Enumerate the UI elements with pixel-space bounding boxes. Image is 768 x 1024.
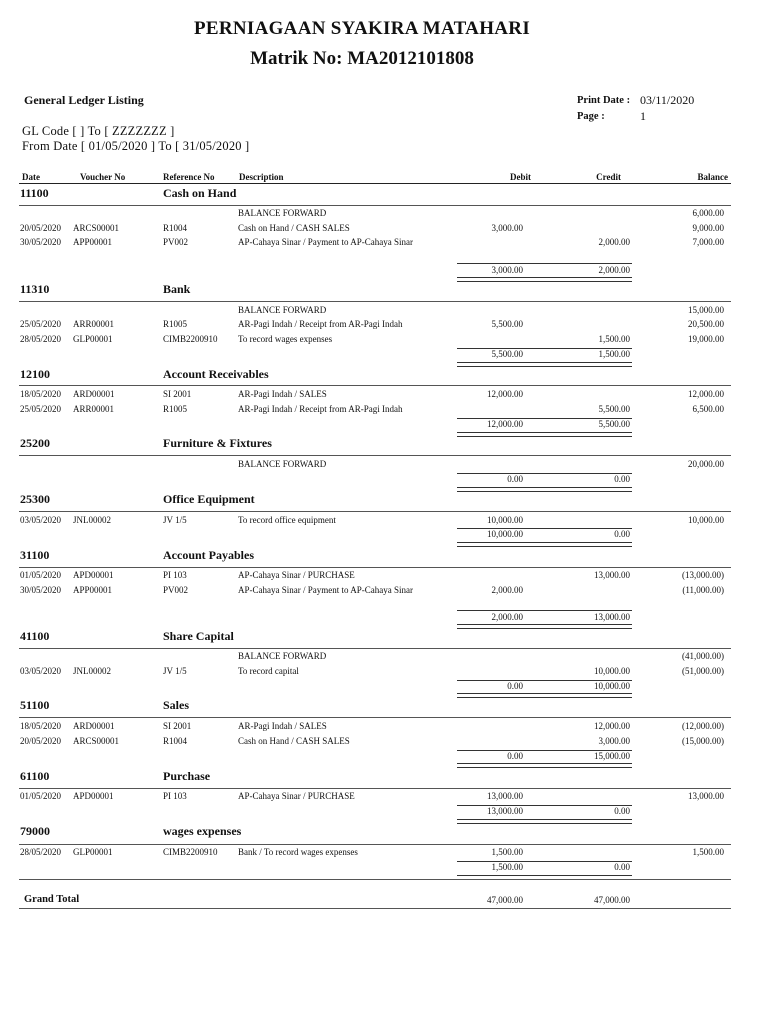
subtotal-debit: 10,000.00 xyxy=(487,529,523,539)
account-name: Purchase xyxy=(163,769,211,783)
entry-reference: SI 2001 xyxy=(163,721,192,731)
entry-description: AP-Cahaya Sinar / Payment to AP-Cahaya Sinar xyxy=(238,585,413,595)
entry-reference: PI 103 xyxy=(163,791,187,801)
entry-voucher: ARD00001 xyxy=(73,389,115,399)
col-header-debit: Debit xyxy=(510,172,531,182)
account-code: 79000 xyxy=(20,824,50,838)
entry-balance: 20,000.00 xyxy=(688,459,724,469)
entry-voucher: APP00001 xyxy=(73,585,113,595)
account-name: Account Payables xyxy=(163,548,254,562)
entry-voucher: GLP00001 xyxy=(73,847,113,857)
account-code: 11100 xyxy=(20,186,49,200)
account-rule xyxy=(19,511,731,512)
entry-date: 30/05/2020 xyxy=(20,237,62,247)
entry-balance: (41,000.00) xyxy=(682,651,724,661)
subtotal-double-line xyxy=(457,432,632,437)
entry-reference: SI 2001 xyxy=(163,389,192,399)
subtotal-credit: 5,500.00 xyxy=(598,419,630,429)
entry-reference: PV002 xyxy=(163,237,189,247)
subtotal-double-line xyxy=(457,277,632,282)
entry-description: AR-Pagi Indah / SALES xyxy=(238,721,327,731)
subtotal-double-line xyxy=(457,693,632,698)
entry-voucher: JNL00002 xyxy=(73,666,111,676)
matrik-number: Matrik No: MA2012101808 xyxy=(250,48,474,69)
date-range-filter: From Date [ 01/05/2020 ] To [ 31/05/2020 ] xyxy=(22,139,250,153)
account-name: Account Receivables xyxy=(163,367,269,381)
entry-reference: CIMB2200910 xyxy=(163,847,218,857)
subtotal-credit: 1,500.00 xyxy=(598,349,630,359)
report-title: General Ledger Listing xyxy=(24,93,144,107)
entry-reference: R1005 xyxy=(163,404,188,414)
account-rule xyxy=(19,385,731,386)
entry-description: Cash on Hand / CASH SALES xyxy=(238,736,350,746)
entry-reference: R1005 xyxy=(163,319,188,329)
entry-voucher: APP00001 xyxy=(73,237,113,247)
print-date-label: Print Date : xyxy=(577,95,631,106)
entry-date: 25/05/2020 xyxy=(20,319,62,329)
entry-credit: 13,000.00 xyxy=(594,570,630,580)
col-header-credit: Credit xyxy=(596,172,621,182)
account-code: 41100 xyxy=(20,629,50,643)
subtotal-credit: 15,000.00 xyxy=(594,751,630,761)
entry-description: AR-Pagi Indah / Receipt from AR-Pagi Indah xyxy=(238,404,403,414)
subtotal-credit: 13,000.00 xyxy=(594,612,630,622)
col-header-description: Description xyxy=(239,172,284,182)
entry-description: BALANCE FORWARD xyxy=(238,305,327,315)
entry-reference: R1004 xyxy=(163,736,188,746)
entry-description: Bank / To record wages expenses xyxy=(238,847,358,857)
print-date-value: 03/11/2020 xyxy=(640,93,695,107)
gl-code-filter: GL Code [ ] To [ ZZZZZZZ ] xyxy=(22,124,175,138)
entry-debit: 12,000.00 xyxy=(487,389,523,399)
subtotal-double-line xyxy=(457,542,632,547)
account-rule xyxy=(19,455,731,456)
entry-debit: 13,000.00 xyxy=(487,791,523,801)
company-name: PERNIAGAAN SYAKIRA MATAHARI xyxy=(193,18,531,39)
account-code: 61100 xyxy=(20,769,50,783)
entry-voucher: ARR00001 xyxy=(73,319,115,329)
subtotal-double-line xyxy=(457,362,632,367)
entry-description: AP-Cahaya Sinar / Payment to AP-Cahaya Sinar xyxy=(238,237,413,247)
entry-debit: 10,000.00 xyxy=(487,515,523,525)
subtotal-double-line xyxy=(457,487,632,492)
entry-credit: 10,000.00 xyxy=(594,666,630,676)
entry-balance: 10,000.00 xyxy=(688,515,724,525)
entry-voucher: JNL00002 xyxy=(73,515,111,525)
account-name: Cash on Hand xyxy=(163,186,237,200)
entry-debit: 2,000.00 xyxy=(491,585,523,595)
subtotal-debit: 3,000.00 xyxy=(491,265,523,275)
account-rule xyxy=(19,205,731,206)
entry-voucher: GLP00001 xyxy=(73,334,113,344)
subtotal-debit: 0.00 xyxy=(507,681,523,691)
subtotal-double-line xyxy=(457,624,632,629)
entry-date: 18/05/2020 xyxy=(20,721,62,731)
account-name: Share Capital xyxy=(163,629,234,643)
grand-total-bottom-rule xyxy=(19,908,731,909)
entry-description: AR-Pagi Indah / SALES xyxy=(238,389,327,399)
entry-date: 25/05/2020 xyxy=(20,404,62,414)
entry-debit: 1,500.00 xyxy=(491,847,523,857)
subtotal-credit: 0.00 xyxy=(614,529,630,539)
entry-balance: 1,500.00 xyxy=(692,847,724,857)
subtotal-debit: 2,000.00 xyxy=(491,612,523,622)
col-header-date: Date xyxy=(22,172,40,182)
subtotal-credit: 0.00 xyxy=(614,474,630,484)
account-code: 12100 xyxy=(20,367,50,381)
account-rule xyxy=(19,648,731,649)
account-name: Bank xyxy=(163,282,191,296)
entry-date: 03/05/2020 xyxy=(20,515,62,525)
entry-description: AP-Cahaya Sinar / PURCHASE xyxy=(238,570,355,580)
entry-balance: (51,000.00) xyxy=(682,666,724,676)
entry-credit: 3,000.00 xyxy=(598,736,630,746)
entry-date: 01/05/2020 xyxy=(20,570,62,580)
entry-description: AP-Cahaya Sinar / PURCHASE xyxy=(238,791,355,801)
subtotal-debit: 0.00 xyxy=(507,751,523,761)
entry-reference: PV002 xyxy=(163,585,189,595)
entry-balance: (12,000.00) xyxy=(682,721,724,731)
subtotal-double-line xyxy=(457,819,632,824)
page-label: Page : xyxy=(577,111,605,122)
subtotal-debit: 1,500.00 xyxy=(491,862,523,872)
account-rule xyxy=(19,717,731,718)
entry-debit: 5,500.00 xyxy=(491,319,523,329)
entry-credit: 5,500.00 xyxy=(598,404,630,414)
entry-description: BALANCE FORWARD xyxy=(238,459,327,469)
subtotal-credit: 0.00 xyxy=(614,806,630,816)
account-code: 31100 xyxy=(20,548,50,562)
entry-description: BALANCE FORWARD xyxy=(238,651,327,661)
account-code: 25200 xyxy=(20,436,50,450)
entry-balance: 19,000.00 xyxy=(688,334,724,344)
entry-voucher: APD00001 xyxy=(73,570,114,580)
entry-voucher: ARR00001 xyxy=(73,404,115,414)
grand-total-label: Grand Total xyxy=(24,894,80,905)
subtotal-debit: 12,000.00 xyxy=(487,419,523,429)
entry-reference: CIMB2200910 xyxy=(163,334,218,344)
entry-description: To record office equipment xyxy=(238,515,336,525)
subtotal-credit: 10,000.00 xyxy=(594,681,630,691)
entry-voucher: ARD00001 xyxy=(73,721,115,731)
account-rule xyxy=(19,844,731,845)
entry-balance: 6,500.00 xyxy=(692,404,724,414)
account-name: Office Equipment xyxy=(163,492,255,506)
col-header-reference: Reference No xyxy=(163,172,215,182)
subtotal-debit: 13,000.00 xyxy=(487,806,523,816)
entry-reference: JV 1/5 xyxy=(163,666,187,676)
entry-balance: 7,000.00 xyxy=(692,237,724,247)
entry-date: 30/05/2020 xyxy=(20,585,62,595)
entry-date: 03/05/2020 xyxy=(20,666,62,676)
entry-balance: 6,000.00 xyxy=(692,208,724,218)
entry-credit: 2,000.00 xyxy=(598,237,630,247)
subtotal-credit: 0.00 xyxy=(614,862,630,872)
entry-balance: 12,000.00 xyxy=(688,389,724,399)
account-rule xyxy=(19,301,731,302)
account-rule xyxy=(19,567,731,568)
entry-credit: 1,500.00 xyxy=(598,334,630,344)
subtotal-debit: 5,500.00 xyxy=(491,349,523,359)
entry-date: 28/05/2020 xyxy=(20,847,62,857)
account-name: wages expenses xyxy=(163,824,242,838)
entry-balance: (15,000.00) xyxy=(682,736,724,746)
entry-balance: 20,500.00 xyxy=(688,319,724,329)
page-number: 1 xyxy=(640,109,646,123)
entry-description: To record wages expenses xyxy=(238,334,333,344)
entry-reference: PI 103 xyxy=(163,570,187,580)
account-code: 11310 xyxy=(20,282,50,296)
entry-date: 20/05/2020 xyxy=(20,736,62,746)
entry-reference: JV 1/5 xyxy=(163,515,187,525)
entry-description: AR-Pagi Indah / Receipt from AR-Pagi Indah xyxy=(238,319,403,329)
account-code: 25300 xyxy=(20,492,50,506)
entry-balance: (11,000.00) xyxy=(682,585,724,595)
subtotal-top-line xyxy=(457,610,632,611)
grand-total-credit: 47,000.00 xyxy=(594,895,630,905)
account-code: 51100 xyxy=(20,698,50,712)
account-name: Furniture & Fixtures xyxy=(163,436,272,450)
entry-balance: 13,000.00 xyxy=(688,791,724,801)
entry-balance: (13,000.00) xyxy=(682,570,724,580)
account-rule xyxy=(19,788,731,789)
entry-date: 01/05/2020 xyxy=(20,791,62,801)
col-header-voucher: Voucher No xyxy=(80,172,126,182)
entry-balance: 9,000.00 xyxy=(692,223,724,233)
grand-total-debit: 47,000.00 xyxy=(487,895,523,905)
entry-debit: 3,000.00 xyxy=(491,223,523,233)
header-rule xyxy=(19,183,731,184)
entry-voucher: ARCS00001 xyxy=(73,223,120,233)
col-header-balance: Balance xyxy=(697,172,728,182)
entry-date: 18/05/2020 xyxy=(20,389,62,399)
entry-date: 20/05/2020 xyxy=(20,223,62,233)
entry-voucher: APD00001 xyxy=(73,791,114,801)
entry-credit: 12,000.00 xyxy=(594,721,630,731)
entry-voucher: ARCS00001 xyxy=(73,736,120,746)
entry-description: BALANCE FORWARD xyxy=(238,208,327,218)
subtotal-double-line xyxy=(457,763,632,768)
entry-date: 28/05/2020 xyxy=(20,334,62,344)
entry-description: To record capital xyxy=(238,666,299,676)
entry-reference: R1004 xyxy=(163,223,188,233)
subtotal-top-line xyxy=(457,263,632,264)
subtotal-debit: 0.00 xyxy=(507,474,523,484)
account-name: Sales xyxy=(163,698,190,712)
grand-total-top-rule xyxy=(19,879,731,880)
entry-description: Cash on Hand / CASH SALES xyxy=(238,223,350,233)
entry-balance: 15,000.00 xyxy=(688,305,724,315)
subtotal-credit: 2,000.00 xyxy=(598,265,630,275)
